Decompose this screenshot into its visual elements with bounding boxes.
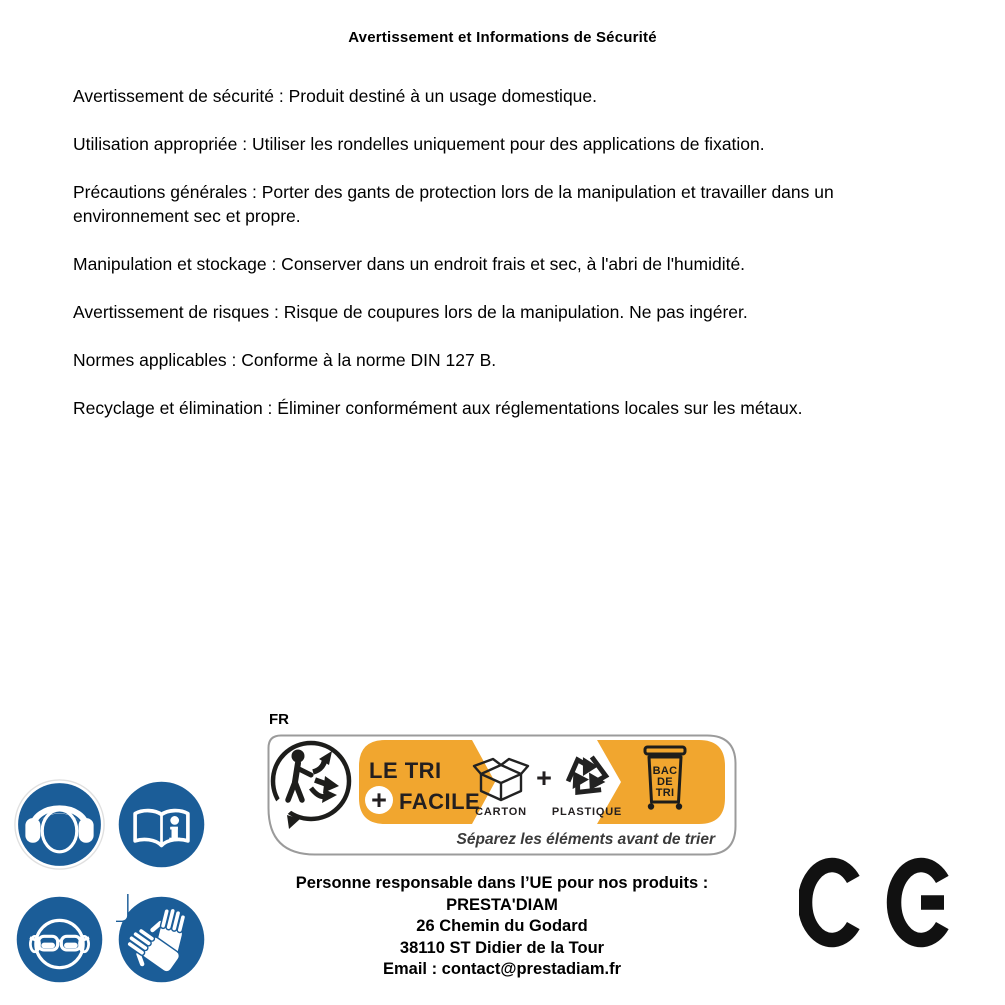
company-name: PRESTA'DIAM bbox=[446, 895, 558, 914]
wear-gloves-icon bbox=[116, 894, 207, 985]
address-street: 26 Chemin du Godard bbox=[416, 917, 588, 935]
paragraph-storage: Manipulation et stockage : Conserver dans un endroit frais et sec, à l'abri de l'humidité. bbox=[73, 254, 746, 274]
read-manual-icon bbox=[116, 779, 207, 870]
mandatory-safety-icons bbox=[14, 779, 207, 985]
label-headline-bottom: FACILE bbox=[399, 789, 481, 814]
plus-badge: + bbox=[371, 785, 387, 815]
paragraph-risk-warning: Avertissement de risques : Risque de coupures lors de la manipulation. Ne pas ingérer. bbox=[73, 302, 748, 322]
paragraph-proper-use: Utilisation appropriée : Utiliser les rondelles uniquement pour des applications de fixation. bbox=[73, 134, 765, 154]
material-1-label: CARTON bbox=[475, 806, 527, 818]
paragraph-standards: Normes applicables : Conforme à la norme DIN 127 B. bbox=[73, 350, 497, 370]
materials-plus: + bbox=[536, 763, 552, 793]
paragraph-precautions: Précautions générales : Porter des gants de protection lors de la manipulation et travailler dans un environnement sec et propre. bbox=[73, 182, 834, 226]
country-code-label: FR bbox=[269, 711, 289, 728]
bin-label-2: DE bbox=[657, 776, 673, 788]
wear-ear-protection-icon bbox=[14, 779, 105, 870]
address-city: 38110 ST Didier de la Tour bbox=[399, 938, 605, 957]
label-headline-top: LE TRI bbox=[369, 758, 442, 783]
page-title: Avertissement et Informations de Sécurité bbox=[348, 29, 657, 46]
safety-paragraphs bbox=[73, 84, 925, 444]
ce-mark-icon bbox=[799, 854, 949, 954]
label-footer-text: Séparez les éléments avant de trier bbox=[456, 831, 715, 848]
paragraph-safety-warning: Avertissement de sécurité : Produit destiné à un usage domestique. bbox=[73, 86, 598, 106]
bin-label-3: TRI bbox=[655, 787, 675, 799]
bin-label-1: BAC bbox=[652, 765, 678, 777]
contact-email: Email : contact@prestadiam.fr bbox=[383, 960, 621, 978]
eu-responsible-block bbox=[242, 873, 762, 981]
triman-sorting-label bbox=[267, 734, 737, 856]
material-2-label: PLASTIQUE bbox=[551, 806, 623, 818]
paragraph-recycling: Recyclage et élimination : Éliminer conformément aux réglementations locales sur les métaux. bbox=[73, 398, 803, 418]
wear-eye-protection-icon bbox=[14, 894, 105, 985]
eu-responsible-heading: Personne responsable dans l’UE pour nos produits : bbox=[295, 874, 709, 892]
